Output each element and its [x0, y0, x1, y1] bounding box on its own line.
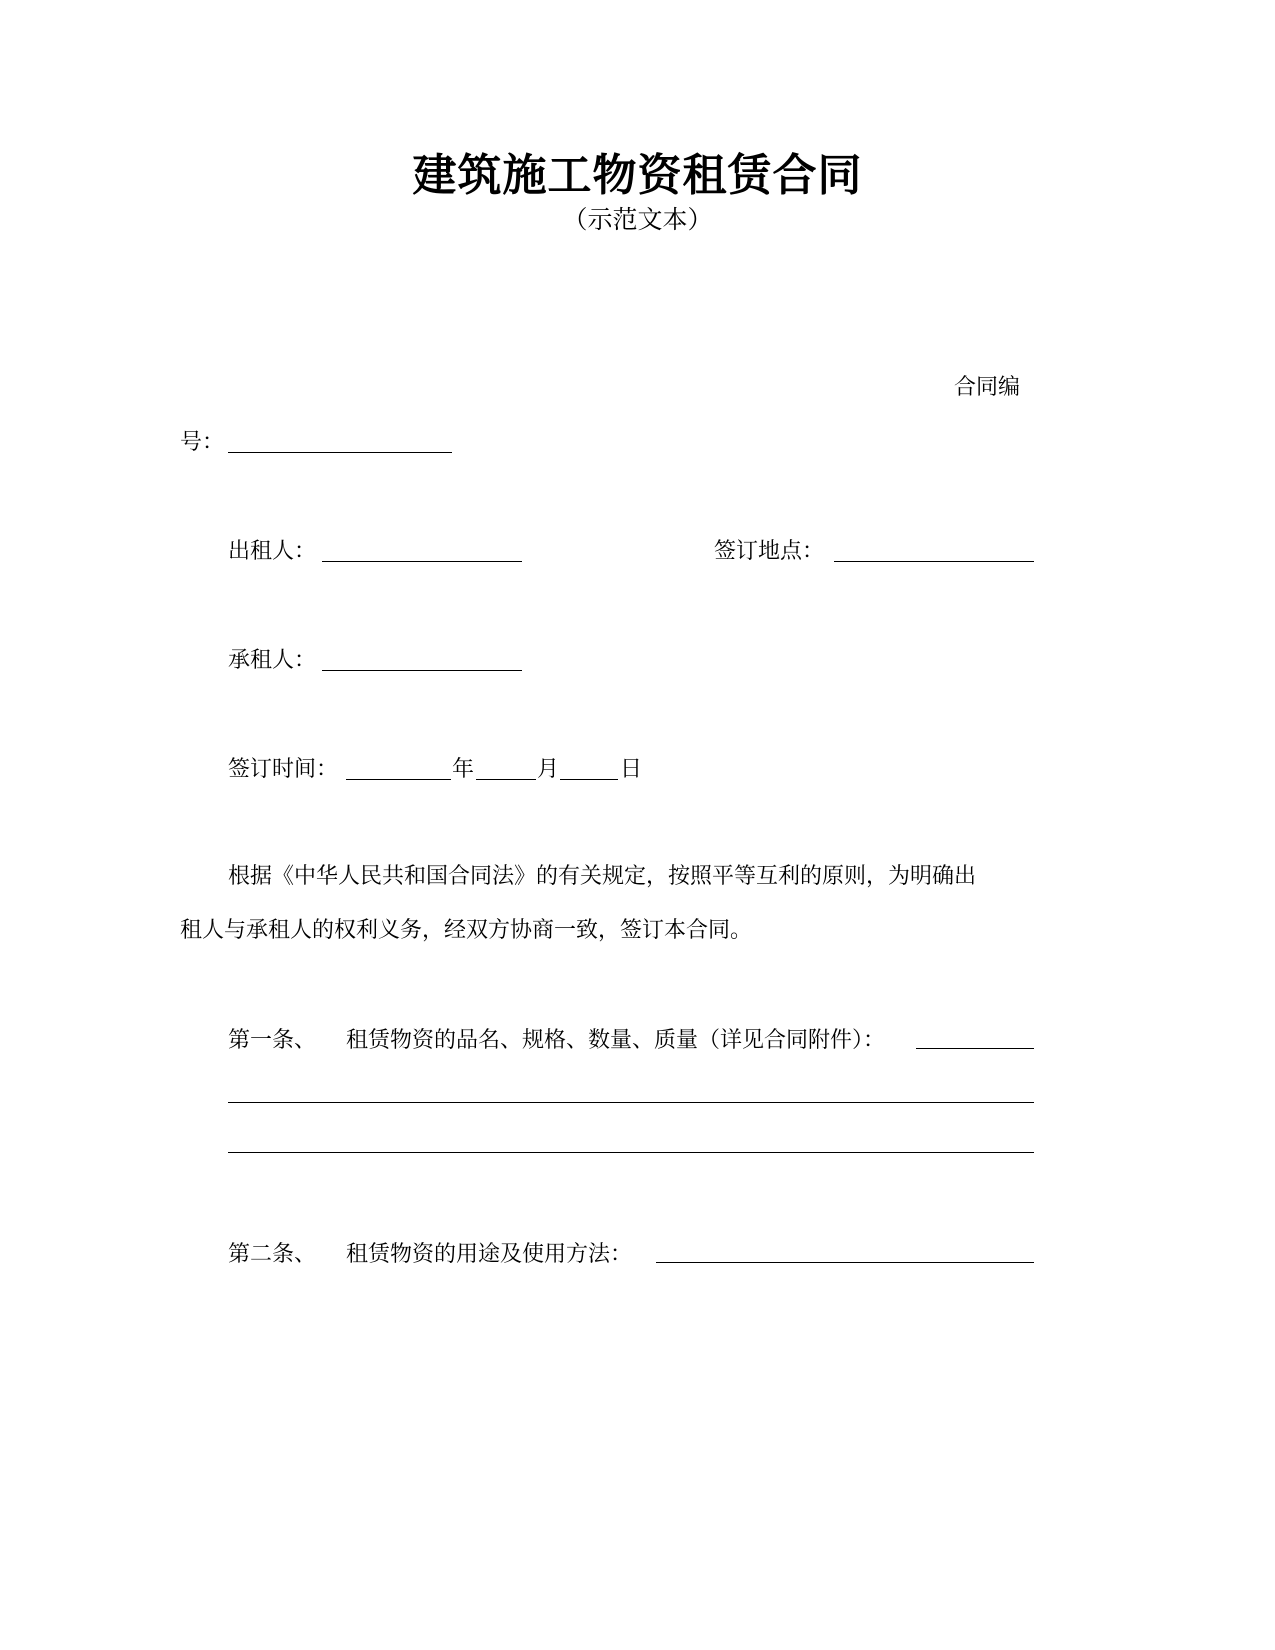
document-title: 建筑施工物资租赁合同	[412, 150, 863, 201]
article-1-number: 第一条、	[228, 1028, 317, 1053]
signing-place-label: 签订地点：	[714, 539, 825, 564]
day-label: 日	[620, 757, 643, 782]
year-label: 年	[452, 757, 475, 782]
article-2-number: 第二条、	[228, 1242, 317, 1267]
contract-number-label-part1: 合同编	[954, 375, 1021, 400]
article-1-blank-2[interactable]	[228, 1102, 1034, 1103]
article-2-blank[interactable]	[656, 1262, 1034, 1263]
lessee-blank[interactable]	[322, 670, 522, 671]
month-label: 月	[537, 757, 560, 782]
signing-place-blank[interactable]	[834, 561, 1034, 562]
contract-number-blank[interactable]	[228, 452, 452, 453]
lessee-label: 承租人：	[228, 648, 317, 673]
article-1-text: 租赁物资的品名、规格、数量、质量（详见合同附件）：	[346, 1028, 886, 1053]
lessor-label: 出租人：	[228, 539, 317, 564]
preamble-line-2: 租人与承租人的权利义务，经双方协商一致，签订本合同。	[180, 918, 753, 943]
article-1-blank-1[interactable]	[916, 1048, 1034, 1049]
signing-year-blank[interactable]	[346, 779, 451, 780]
signing-day-blank[interactable]	[560, 779, 618, 780]
signing-time-label: 签订时间：	[228, 757, 339, 782]
article-2-text: 租赁物资的用途及使用方法：	[346, 1242, 633, 1267]
lessor-blank[interactable]	[322, 561, 522, 562]
signing-month-blank[interactable]	[476, 779, 536, 780]
preamble-line-1: 根据《中华人民共和国合同法》的有关规定，按照平等互利的原则，为明确出	[228, 864, 977, 889]
article-1-blank-3[interactable]	[228, 1152, 1034, 1153]
contract-number-label-part2: 号：	[180, 430, 225, 455]
document-subtitle: （示范文本）	[562, 205, 713, 234]
